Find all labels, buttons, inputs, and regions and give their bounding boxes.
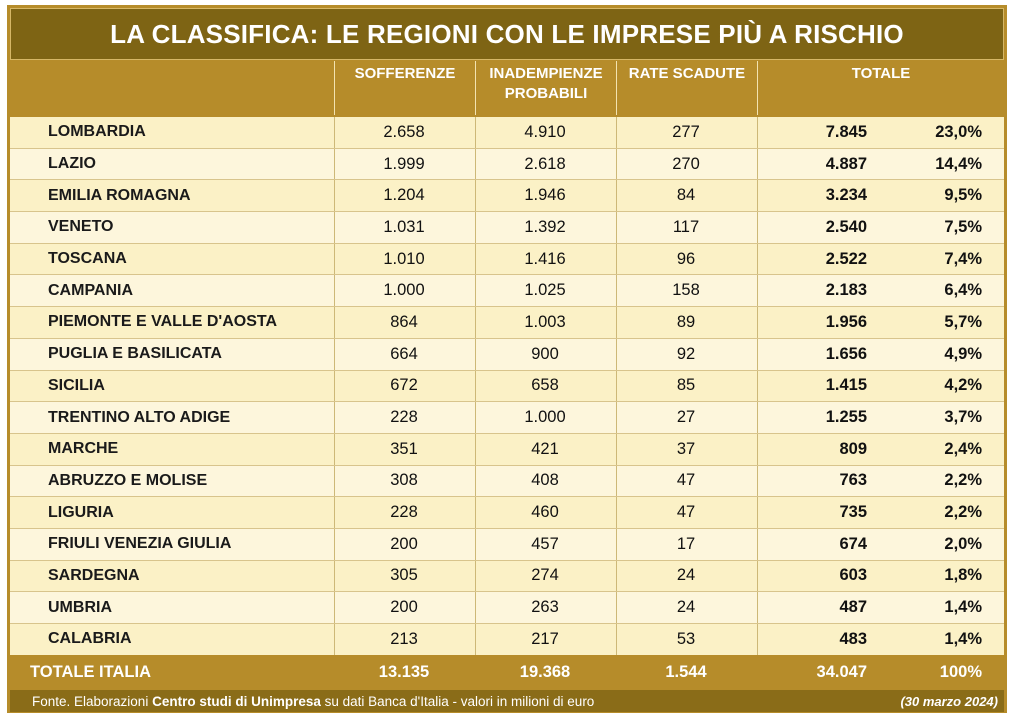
totale-value: 1.255 [825, 408, 867, 427]
total-label: TOTALE ITALIA [30, 662, 151, 681]
inadempienze-value: 274 [531, 566, 559, 585]
region-name: SICILIA [48, 376, 105, 394]
table-title: LA CLASSIFICA: LE REGIONI CON LE IMPRESE PIÙ A RISCHIO [10, 8, 1004, 60]
table-row [10, 466, 1004, 498]
table-row [10, 561, 1004, 593]
rate-scadute-value: 277 [672, 122, 700, 141]
sofferenze-value: 664 [390, 344, 418, 363]
percentage-value: 1,4% [944, 629, 982, 648]
totale-value: 674 [839, 534, 867, 553]
totale-value: 2.183 [825, 281, 867, 300]
totale-value: 7.845 [825, 122, 867, 141]
totale-value: 483 [839, 629, 867, 648]
table-row [10, 497, 1004, 529]
percentage-value: 2,2% [944, 471, 982, 490]
percentage-value: 9,5% [944, 186, 982, 205]
report-date: (30 marzo 2024) [900, 693, 998, 709]
rate-scadute-value: 92 [676, 344, 696, 363]
inadempienze-value: 1.946 [524, 186, 566, 205]
region-name: SARDEGNA [48, 566, 140, 584]
rate-scadute-value: 89 [676, 312, 696, 331]
table-frame [7, 5, 1007, 713]
total-totale: 34.047 [816, 662, 867, 681]
totale-value: 603 [839, 566, 867, 585]
rate-scadute-value: 47 [676, 503, 696, 522]
rate-scadute-value: 84 [676, 186, 696, 205]
table-row [10, 592, 1004, 624]
footer [10, 690, 1004, 712]
sofferenze-value: 228 [390, 408, 418, 427]
sofferenze-value: 351 [390, 439, 418, 458]
percentage-value: 1,4% [944, 598, 982, 617]
percentage-value: 3,7% [944, 408, 982, 427]
source-suffix: su dati Banca d'Italia - valori in milioni di euro [320, 693, 595, 709]
header-sofferenze: SOFFERENZE [354, 65, 456, 82]
source-org: Centro studi di Unimpresa [152, 693, 321, 709]
header-inadempienze-line1: INADEMPIENZE [489, 65, 603, 82]
inadempienze-value: 658 [531, 376, 559, 395]
table-row [10, 529, 1004, 561]
sofferenze-value: 2.658 [383, 122, 425, 141]
table-row [10, 624, 1004, 656]
sofferenze-value: 305 [390, 566, 418, 585]
region-name: PUGLIA E BASILICATA [48, 345, 222, 363]
region-name: MARCHE [48, 440, 119, 458]
region-name: CALABRIA [48, 630, 132, 648]
region-name: FRIULI VENEZIA GIULIA [48, 535, 232, 553]
total-inadempienze: 19.368 [519, 662, 571, 681]
sofferenze-value: 864 [390, 312, 418, 331]
region-name: TOSCANA [48, 250, 127, 268]
sofferenze-value: 1.000 [383, 281, 425, 300]
totale-value: 2.522 [825, 249, 867, 268]
inadempienze-value: 263 [531, 598, 559, 617]
source-prefix: Fonte. Elaborazioni [32, 693, 153, 709]
region-name: EMILIA ROMAGNA [48, 186, 191, 204]
percentage-value: 4,9% [944, 344, 982, 363]
inadempienze-value: 460 [531, 503, 559, 522]
total-rate: 1.544 [665, 662, 707, 681]
region-name: TRENTINO ALTO ADIGE [48, 408, 231, 426]
rate-scadute-value: 53 [676, 629, 696, 648]
totale-value: 487 [839, 598, 867, 617]
totale-value: 3.234 [825, 186, 867, 205]
inadempienze-value: 1.025 [524, 281, 566, 300]
rate-scadute-value: 24 [676, 566, 696, 585]
total-row [10, 655, 1004, 689]
region-name: LAZIO [48, 155, 96, 173]
table-body [10, 117, 1004, 656]
sofferenze-value: 200 [390, 598, 418, 617]
totale-value: 4.887 [825, 154, 867, 173]
percentage-value: 2,4% [944, 439, 982, 458]
sofferenze-value: 672 [390, 376, 418, 395]
totale-value: 2.540 [825, 217, 867, 236]
table-row [10, 275, 1004, 307]
header-totale: TOTALE [851, 65, 911, 82]
header-inadempienze-line2: PROBABILI [504, 85, 588, 102]
inadempienze-value: 1.416 [524, 249, 566, 268]
totale-value: 1.956 [825, 312, 867, 331]
region-name: VENETO [48, 218, 114, 236]
totale-value: 763 [839, 471, 867, 490]
total-pct: 100% [939, 662, 982, 681]
region-name: LIGURIA [48, 503, 114, 521]
percentage-value: 5,7% [944, 312, 982, 331]
sofferenze-value: 228 [390, 503, 418, 522]
percentage-value: 1,8% [944, 566, 982, 585]
rate-scadute-value: 96 [676, 249, 696, 268]
inadempienze-value: 4.910 [524, 122, 566, 141]
table-row [10, 434, 1004, 466]
totale-value: 735 [839, 503, 867, 522]
region-name: LOMBARDIA [48, 123, 146, 141]
inadempienze-value: 1.003 [524, 312, 566, 331]
table-row [10, 117, 1004, 149]
inadempienze-value: 421 [531, 439, 559, 458]
table-row [10, 244, 1004, 276]
table-row [10, 180, 1004, 212]
rate-scadute-value: 47 [676, 471, 696, 490]
inadempienze-value: 217 [531, 629, 559, 648]
region-name: PIEMONTE E VALLE D'AOSTA [48, 313, 277, 331]
table-row [10, 402, 1004, 434]
inadempienze-value: 408 [531, 471, 559, 490]
percentage-value: 2,0% [944, 534, 982, 553]
sofferenze-value: 1.999 [383, 154, 425, 173]
percentage-value: 14,4% [935, 154, 982, 173]
totale-value: 1.415 [825, 376, 867, 395]
percentage-value: 7,5% [944, 217, 982, 236]
table-row [10, 307, 1004, 339]
header-inadempienze [476, 61, 616, 115]
rate-scadute-value: 24 [676, 598, 696, 617]
total-sofferenze: 13.135 [378, 662, 430, 681]
table-header [10, 61, 1004, 115]
totale-value: 1.656 [825, 344, 867, 363]
rate-scadute-value: 158 [672, 281, 700, 300]
rate-scadute-value: 37 [676, 439, 696, 458]
sofferenze-value: 1.010 [383, 249, 425, 268]
rate-scadute-value: 117 [672, 217, 700, 236]
totale-value: 809 [839, 439, 867, 458]
inadempienze-value: 457 [531, 534, 559, 553]
rate-scadute-value: 17 [676, 534, 696, 553]
inadempienze-value: 1.392 [524, 217, 566, 236]
table-row [10, 149, 1004, 181]
percentage-value: 23,0% [935, 122, 982, 141]
inadempienze-value: 2.618 [524, 154, 566, 173]
sofferenze-value: 1.031 [383, 217, 425, 236]
inadempienze-value: 1.000 [524, 408, 566, 427]
percentage-value: 2,2% [944, 503, 982, 522]
source-note [32, 694, 594, 709]
table-row [10, 371, 1004, 403]
sofferenze-value: 1.204 [383, 186, 425, 205]
region-name: UMBRIA [48, 598, 112, 616]
header-rate-scadute: RATE SCADUTE [628, 65, 746, 82]
rate-scadute-value: 270 [672, 154, 700, 173]
table-row [10, 212, 1004, 244]
percentage-value: 4,2% [944, 376, 982, 395]
rate-scadute-value: 85 [676, 376, 696, 395]
rate-scadute-value: 27 [676, 408, 696, 427]
table-row [10, 339, 1004, 371]
sofferenze-value: 200 [390, 534, 418, 553]
percentage-value: 6,4% [944, 281, 982, 300]
percentage-value: 7,4% [944, 249, 982, 268]
region-name: CAMPANIA [48, 281, 134, 299]
region-name: ABRUZZO E MOLISE [48, 471, 208, 489]
sofferenze-value: 213 [390, 629, 418, 648]
inadempienze-value: 900 [531, 344, 559, 363]
sofferenze-value: 308 [390, 471, 418, 490]
